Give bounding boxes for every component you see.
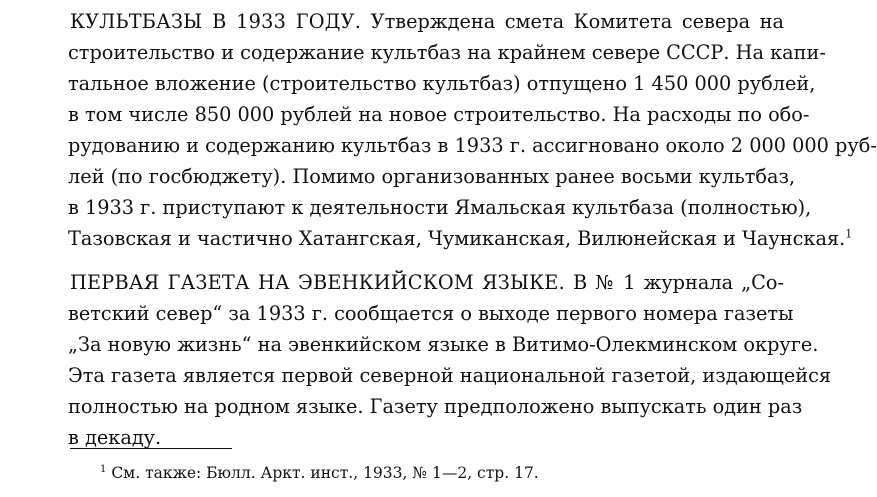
footnote — [100, 461, 539, 485]
section1-line-2: строительство и содержание культбаз на крайнем севере СССР. На капи- — [68, 41, 826, 64]
section1-line-7: в 1933 г. приступают к деятельности Ямальская культбаза (полностью), — [68, 196, 812, 219]
section1-line-6: лей (по госбюджету). Помимо организованных ранее восьми культбаз, — [68, 165, 796, 188]
section1-text: Утверждена смета Комитета севера на — [370, 10, 785, 33]
section1-heading: КУЛЬТБАЗЫ В 1933 ГОДУ. — [70, 10, 362, 33]
section1-line-5: рудованию и содержанию культбаз в 1933 г. ассигновано около 2 000 000 руб- — [68, 134, 877, 157]
section1-line-4: в том числе 850 000 рублей на новое строительство. На расходы по обо- — [68, 103, 810, 126]
footnote-reference: 1 — [845, 227, 853, 241]
section2-line-4: Эта газета является первой северной национальной газетой, издающейся — [68, 364, 832, 387]
section1-line-1 — [70, 6, 784, 37]
section2-line-3: „За новую жизнь“ на эвенкийском языке в Витимо-Олекминском округе. — [68, 333, 819, 356]
section2-line-6: в декаду. — [68, 426, 162, 449]
footnote-marker: 1 — [100, 463, 107, 475]
section2-line-2: ветский север“ за 1933 г. сообщается о выходе первого номера газеты — [68, 302, 794, 325]
section1-line-3: тальное вложение (строительство культбаз) отпущено 1 450 000 рублей, — [68, 72, 816, 95]
footnote-divider — [70, 448, 232, 449]
section2-text: В № 1 журнала „Со- — [572, 271, 785, 294]
section2-line-1 — [70, 267, 784, 298]
footnote-text: См. также: Бюлл. Аркт. инст., 1933, № 1—2, стр. 17. — [111, 464, 539, 482]
section1-last-text: Тазовская и частично Хатангская, Чумиканская, Вилюнейская и Чаунская. — [68, 227, 846, 250]
section2-heading: ПЕРВАЯ ГАЗЕТА НА ЭВЕНКИЙСКОМ ЯЗЫКЕ. — [70, 271, 565, 294]
section2-line-5: полностью на родном языке. Газету предположено выпускать один раз — [68, 395, 803, 418]
section1-line-8 — [68, 223, 853, 254]
